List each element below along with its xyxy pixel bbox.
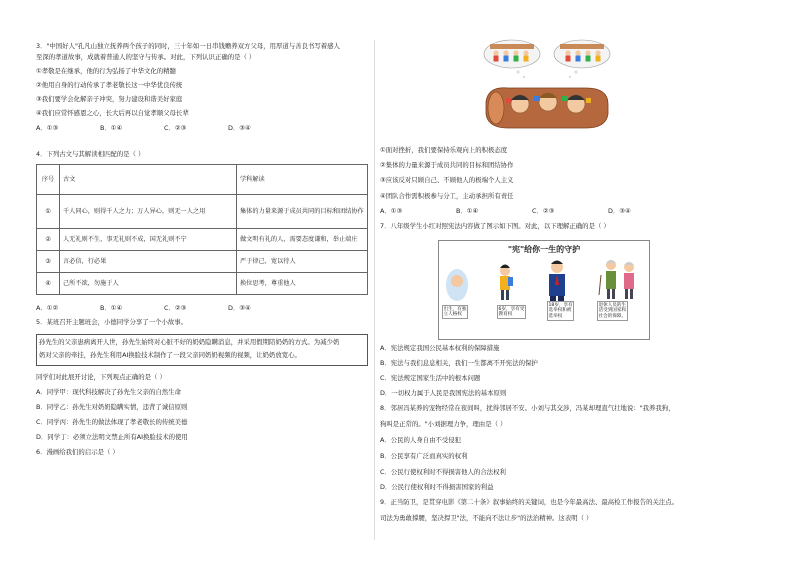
caption-line: 选举权和被 — [548, 308, 572, 314]
caption-line: 社会的保障。 — [598, 313, 627, 319]
q4-choice-b: B．①④ — [100, 304, 123, 312]
q6-stem: 6．漫画给我们的启示是（ ） — [36, 448, 119, 456]
q6-choice-c: C．②③ — [532, 207, 555, 215]
q7-option: D．一切权力属于人民是我国宪法的基本原则 — [380, 389, 507, 397]
table-cell: 换位思考，尊重他人 — [237, 273, 368, 295]
q8-stem: 狗叫是正常的。"小刘据理力争，理由是（ ） — [380, 420, 507, 428]
q7-option: A．宪法规定我国公民基本权利的保障措施 — [380, 344, 500, 352]
q5-story: 奶对父亲的牵挂，孙先生利用AI换脸技术制作了一段父亲同奶奶视频的视频，让奶奶放宽心。 — [39, 351, 301, 359]
q3-choice-b: B．①④ — [100, 124, 123, 132]
q3-stem: 至深的孝道故事，成就着普通人的坚守与传承。对此，下列认识正确的是（ ） — [36, 53, 256, 61]
q5-option: A．同学甲：现代科技解决了孙先生父亲的自然生命 — [36, 388, 181, 396]
q3-option: ②他用自身的行动传承了孝老敬长这一中华优良传统 — [36, 81, 183, 89]
caption-line: 出生，有独 — [443, 306, 467, 312]
q3-choice-a: A．①③ — [36, 124, 59, 132]
cartoon-illustration — [478, 38, 616, 136]
q8-stem: 8．邻居冯某养的宠物经常在夜间叫，扰得邻居不安。小刘与其交涉，冯某却理直气壮地说："我养我狗， — [380, 404, 675, 412]
table-cell: ② — [37, 229, 60, 251]
q7-option: B．宪法与我们息息相关，我们一生都离不开宪法的保护 — [380, 359, 538, 367]
caption-line: 6岁，享有受 — [498, 306, 525, 312]
table-header-cell: 学科解读 — [237, 165, 368, 195]
q3-stem: 3．"中国好人"孔凡山独立抚养两个孩子的同时，三十年如一日串钱赡养双方父母，用厚道与善良书写着感人 — [36, 42, 340, 50]
q3-option: ①孝敬是在继承，他的行为弘扬了中华文化的精髓 — [36, 67, 176, 75]
table-cell: 己所不欲，勿施于人 — [60, 273, 237, 295]
q8-option: C．公民行使权利时不得损害他人的合法权利 — [380, 468, 506, 476]
q9-stem: 司法为勇敢撑腰，坚决捍卫"法，不能向不法让步"的法治精神。这表明（ ） — [380, 514, 593, 522]
table-cell: 做文明有礼的人，需要态度谦和，举止端庄 — [237, 229, 368, 251]
q4-choice-d: D．③④ — [228, 304, 251, 312]
table-cell: 严于律己，宽以待人 — [237, 251, 368, 273]
table-cell: 千人同心，则得千人之力；万人异心，则无一人之用 — [60, 195, 237, 229]
q5-option: B．同学乙：孙先生对奶奶隐瞒实情，违背了诚信原则 — [36, 403, 188, 411]
poster-caption-birth — [442, 305, 468, 319]
poster-caption-retire — [597, 301, 628, 321]
table-row — [37, 251, 368, 273]
column-separator — [374, 40, 375, 540]
q9-stem: 9．正当防卫，是贯穿电影《第二十条》叙事始终的关键词，也是今年最高法、最高检工作报告的关注点。 — [380, 498, 679, 506]
caption-line: 选举权 — [548, 313, 563, 319]
q7-option: C．宪法规定国家生活中的根本问题 — [380, 374, 481, 382]
caption-line: 立人格权 — [443, 312, 462, 318]
q5-stem: 5．某班召开主题班会，小德同学分享了一个小故事。 — [36, 318, 188, 326]
table-header-row — [37, 165, 368, 195]
q6-choice-d: D．③④ — [608, 207, 631, 215]
q3-choice-c: C．②③ — [164, 124, 187, 132]
table-header-cell: 序号 — [37, 165, 60, 195]
q6-option: ③应该反对只顾自己、不顾他人的极端个人主义 — [380, 176, 514, 184]
q5-prompt: 同学们对此展开讨论，下列观点正确的是（ ） — [36, 373, 166, 381]
table-cell: ④ — [37, 273, 60, 295]
table-cell: 言必信，行必果 — [60, 251, 237, 273]
caption-line: 教育权 — [498, 312, 513, 318]
q5-option: D．同学丁：必须立法明文禁止所有AI换脸技术的使用 — [36, 433, 188, 441]
q6-choice-a: A．①③ — [380, 207, 403, 215]
q7-poster — [438, 240, 650, 340]
table-cell: 集体的力量来源于成员共同的目标和团结协作 — [237, 195, 368, 229]
q6-option: ②集体的力量来源于成员共同的目标和团结协作 — [380, 161, 514, 169]
caption-line: 18岁，享有 — [548, 302, 573, 308]
q3-option: ③我们要学会化解亲子冲突，努力建设和谐美好家庭 — [36, 95, 183, 103]
table-row — [37, 229, 368, 251]
poster-figures — [439, 255, 649, 339]
caption-line: 活受到国家和 — [598, 308, 627, 314]
q5-story: 孙先生的父亲患病离开人世，孙先生始终对心脏不好的奶奶隐瞒消息，并采用假期陪奶奶的方式。为减少奶 — [39, 338, 340, 346]
q4-choice-a: A．①② — [36, 304, 59, 312]
table-header-cell: 古文 — [60, 165, 237, 195]
table-cell: ③ — [37, 251, 60, 273]
q8-option: D．公民行使权利时不得损害国家的利益 — [380, 483, 494, 491]
q8-option: B．公民享有广泛而真实的权利 — [380, 452, 468, 460]
q3-option: ④我们应常怀感恩之心，长大后再以自觉孝顺父母长辈 — [36, 109, 189, 117]
poster-caption-age18 — [547, 301, 574, 321]
poster-caption-age6 — [497, 305, 526, 319]
q8-option: A．公民的人身自由不受侵犯 — [380, 436, 462, 444]
table-cell: ① — [37, 195, 60, 229]
q7-stem: 7．八年级学生小红对照宪法内容做了图示如下图。对此，以下理解正确的是（ ） — [380, 222, 610, 230]
table-row — [37, 195, 368, 229]
table-cell: 人无礼则不生，事无礼则不成，国无礼则不宁 — [60, 229, 237, 251]
q4-table — [36, 164, 368, 295]
q3-choice-d: D．③④ — [228, 124, 251, 132]
poster-title: "宪"给你一生的守护 — [507, 245, 581, 254]
table-row — [37, 273, 368, 295]
q5-option: C．同学丙：孙先生的做法体现了孝老敬长的传统美德 — [36, 418, 188, 426]
q4-stem: 4．下列古文与其解读相匹配的是（ ） — [36, 150, 145, 158]
q4-choice-c: C．②③ — [164, 304, 187, 312]
q6-option: ④团队合作需积极参与分工，主动承担所有责任 — [380, 192, 514, 200]
caption-line: 退休人员的生 — [598, 302, 627, 308]
q6-option: ①面对挫折，我们要保持乐观向上的积极态度 — [380, 146, 508, 154]
q6-choice-b: B．①④ — [456, 207, 479, 215]
